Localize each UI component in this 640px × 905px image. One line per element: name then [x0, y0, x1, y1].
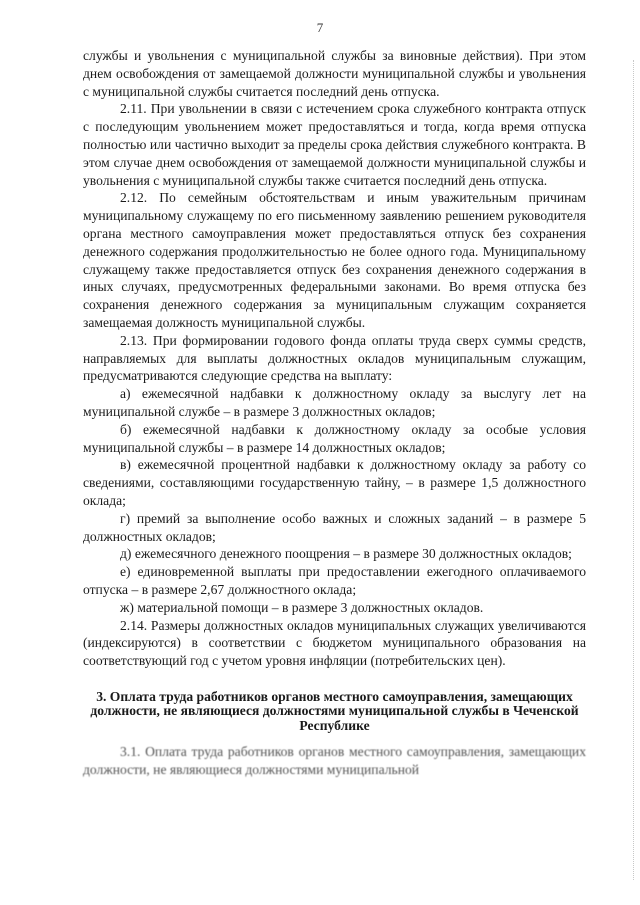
paragraph-2-14: 2.14. Размеры должностных окладов муниципальных служащих увеличиваются (индексируются) в соответствии с бюджетом муниципального образования на соответствующий год с учетом уровня инфляции (потребительских цен).: [83, 617, 586, 669]
paragraph-3-1: 3.1. Оплата труда работников органов местного самоуправления, замещающих должности, не являющиеся должностями муниципальной: [83, 744, 586, 778]
paragraph-continuation: службы и увольнения с муниципальной службы за виновные действия). При этом днем освобождения от замещаемой должности муниципальной службы и увольнения с муниципальной службы считается последний день отпуска.: [83, 48, 586, 99]
scan-margin-marks: [631, 60, 634, 880]
paragraph-2-11: 2.11. При увольнении в связи с истечением срока служебного контракта отпуск с последующим увольнением может предоставляться и тогда, когда время отпуска полностью или частично выходит за пределы срока действия служебного контракта. В этом случае днем освобождения от замещаемой должности муниципальной службы и увольнения с муниципальной службы также считается последний день отпуска.: [83, 101, 586, 188]
list-item-zh: ж) материальной помощи – в размере 3 должностных окладов.: [120, 599, 484, 615]
page-number: 7: [316, 20, 324, 35]
list-item-g: г) премий за выполнение особо важных и сложных заданий – в размере 5 должностных окладов;: [83, 510, 586, 544]
list-item-b: б) ежемесячной надбавки к должностному окладу за особые условия муниципальной службы – в размере 14 должностных окладов;: [83, 421, 586, 455]
paragraph-2-13: 2.13. При формировании годового фонда оплаты труда сверх суммы средств, направляемых для выплаты должностных окладов муниципальным служащим, предусматриваются следующие средства на выплату:: [83, 332, 586, 384]
list-item-d: д) ежемесячного денежного поощрения – в размере 30 должностных окладов;: [120, 546, 572, 562]
list-item-v: в) ежемесячной процентной надбавки к должностному окладу за работу со сведениями, составляющими государственную тайну, – в размере 1,5 должностного оклада;: [83, 457, 586, 508]
section-3-heading: 3. Оплата труда работников органов местного самоуправления, замещающих должности, не являющиеся должностями муниципальной службы в Чеченской Республике: [90, 688, 579, 733]
paragraph-2-12: 2.12. По семейным обстоятельствам и иным уважительным причинам муниципальному служащему по его письменному заявлению решением руководителя органа местного самоуправления может предоставляться отпуск без сохранения денежного содержания продолжительностью не более одного года. Муниципальному служащему также предоставляется отпуск без сохранения денежного содержания в иных случаях, предусмотренных федеральными законами. Во время отпуска без сохранения денежного содержания за муниципальным служащим сохраняется замещаемая должность муниципальной службы.: [83, 190, 586, 330]
document-body: [83, 47, 586, 779]
list-item-e: е) единовременной выплаты при предоставлении ежегодного оплачиваемого отпуска – в размере 2,67 должностного оклада;: [83, 564, 586, 597]
list-item-a: а) ежемесячной надбавки к должностному окладу за выслугу лет на муниципальной службе – в размере 3 должностных окладов;: [83, 386, 586, 419]
